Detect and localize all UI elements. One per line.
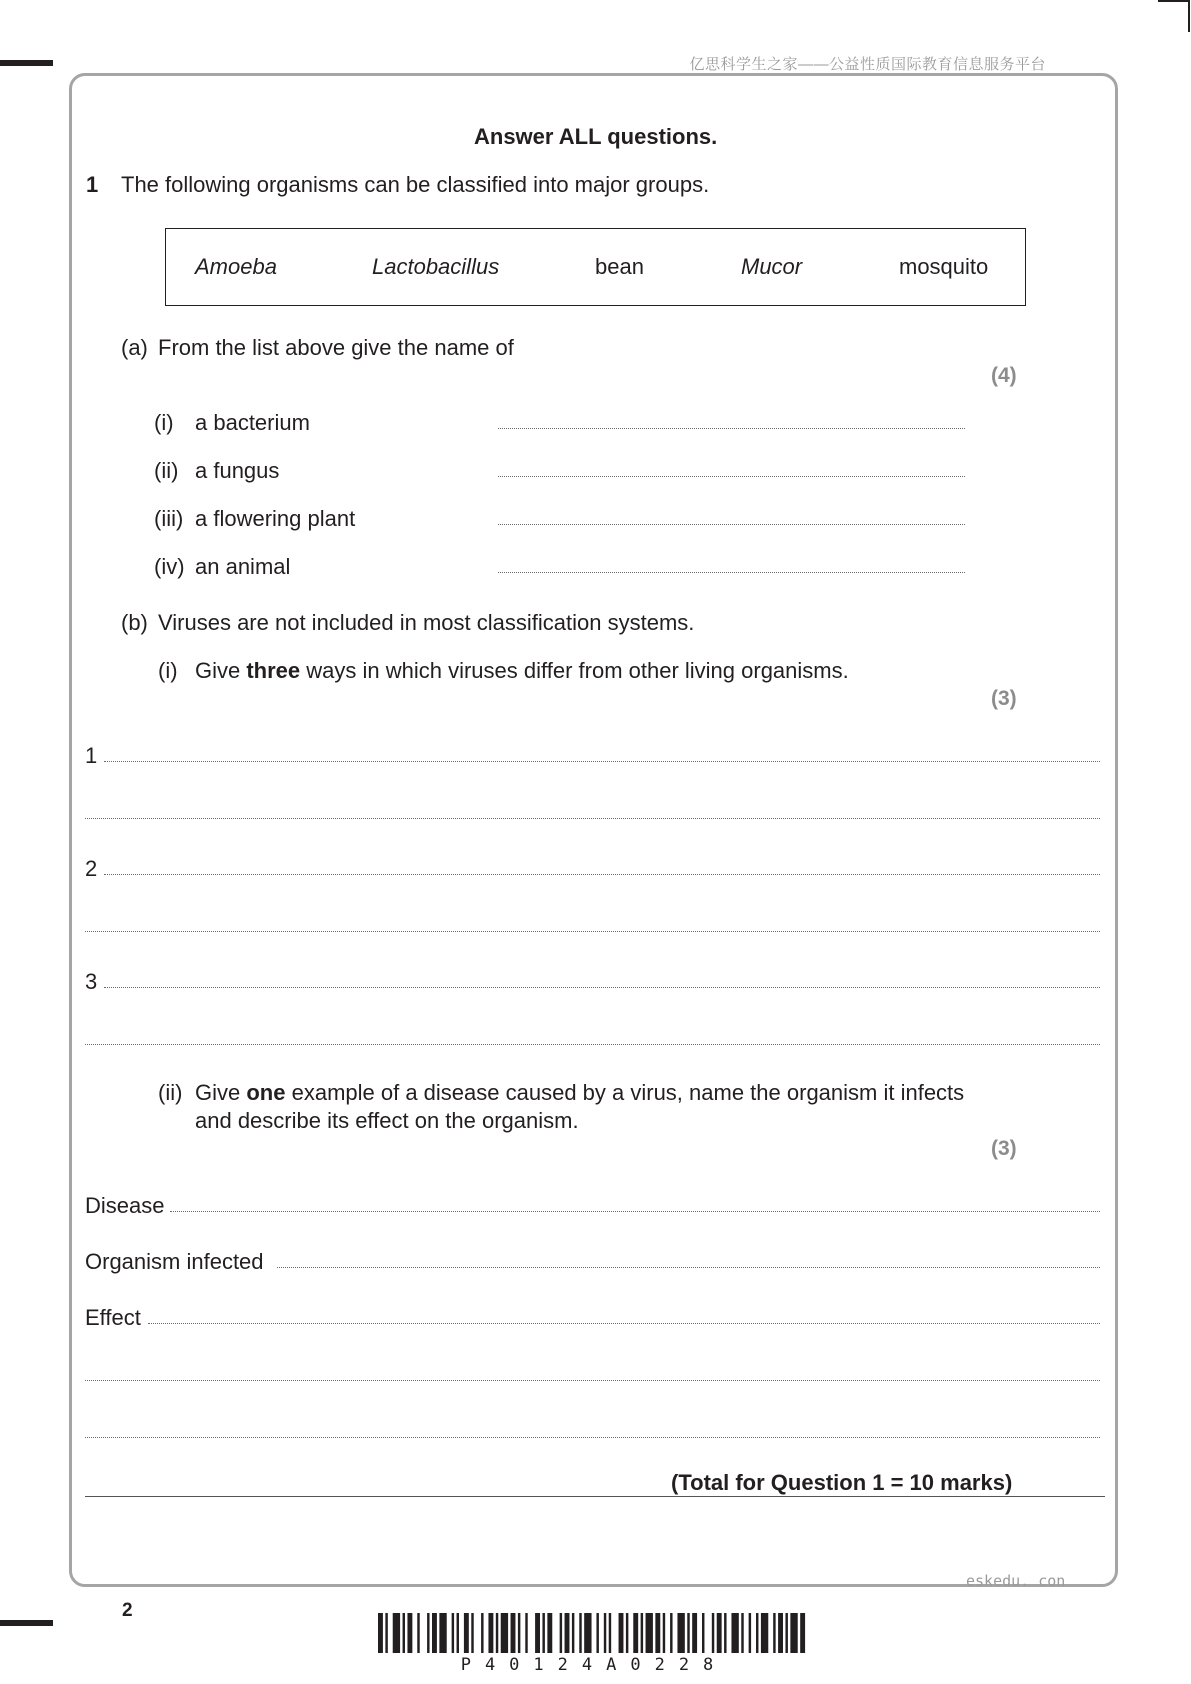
subpart-text: a flowering plant — [195, 506, 356, 531]
barcode-bar — [439, 1613, 446, 1653]
barcode-bar — [692, 1613, 697, 1653]
answer-line[interactable] — [498, 524, 965, 525]
question-number: 1 — [86, 172, 99, 197]
organism-answer-line[interactable] — [277, 1267, 1100, 1268]
answer-line[interactable] — [104, 987, 1100, 988]
field-label-disease: Disease — [85, 1193, 165, 1218]
page-number: 2 — [122, 1600, 133, 1621]
crop-mark — [1188, 0, 1190, 32]
answer-line[interactable] — [85, 931, 1100, 932]
page-heading: Answer ALL questions. — [474, 124, 718, 149]
barcode-bar — [596, 1613, 598, 1653]
barcode-bar — [525, 1613, 527, 1653]
effect-answer-line[interactable] — [148, 1323, 1100, 1324]
part-b-stem: Viruses are not included in most classification systems. — [158, 610, 695, 635]
barcode-bar — [584, 1613, 591, 1653]
subpart-text: a bacterium — [195, 410, 310, 435]
barcode-bar — [452, 1613, 454, 1653]
question-text: Give — [195, 1080, 247, 1105]
answer-number: 2 — [85, 856, 98, 881]
question-text: and describe its effect on the organism. — [195, 1108, 579, 1133]
answer-line[interactable] — [104, 761, 1100, 762]
barcode-bar — [427, 1613, 429, 1653]
barcode-bar — [687, 1613, 689, 1653]
barcode-bar — [464, 1613, 469, 1653]
marks-label: (4) — [991, 364, 1017, 387]
organism-item: Lactobacillus — [372, 254, 500, 279]
subpart-number: (ii) — [154, 458, 179, 483]
emphasis-text: three — [246, 658, 301, 683]
barcode-bar — [717, 1613, 722, 1653]
crop-mark — [1158, 0, 1190, 2]
barcode-bar — [518, 1613, 520, 1653]
barcode-bar — [385, 1613, 387, 1653]
barcode-bar — [677, 1613, 684, 1653]
barcode-bar — [417, 1613, 419, 1653]
emphasis-text: one — [246, 1080, 286, 1105]
barcode-bar — [790, 1613, 797, 1653]
barcode-bar — [604, 1613, 606, 1653]
barcode-bar — [572, 1613, 574, 1653]
barcode-bar — [488, 1613, 493, 1653]
organism-item: Amoeba — [195, 254, 277, 279]
watermark-top: 亿思科学生之家——公益性质国际教育信息服务平台 — [689, 56, 1046, 73]
organism-item: bean — [595, 254, 644, 279]
barcode-bar — [670, 1613, 672, 1653]
barcode-bar — [432, 1613, 437, 1653]
barcode-bar — [501, 1613, 508, 1653]
barcode-bar — [393, 1613, 400, 1653]
barcode-bar — [641, 1613, 643, 1653]
part-a-stem: From the list above give the name of — [158, 335, 514, 360]
answer-number: 1 — [85, 743, 98, 768]
barcode-bar — [626, 1613, 628, 1653]
question-total: (Total for Question 1 = 10 marks) — [671, 1470, 1013, 1495]
subpart-number: (iv) — [154, 554, 185, 579]
part-b-i-question — [195, 660, 849, 682]
watermark-bottom: eskedu. con — [966, 1572, 1066, 1590]
disease-answer-line[interactable] — [170, 1211, 1100, 1212]
field-label-organism: Organism infected — [85, 1249, 264, 1274]
registration-mark-bottom — [0, 1620, 53, 1626]
barcode-bar — [761, 1613, 768, 1653]
barcode-bar — [712, 1613, 714, 1653]
barcode-bar — [542, 1613, 544, 1653]
answer-line[interactable] — [85, 1044, 1100, 1045]
barcode-bar — [407, 1613, 412, 1653]
total-rule — [85, 1496, 1105, 1497]
part-b-label: (b) — [121, 610, 148, 635]
answer-line[interactable] — [85, 818, 1100, 819]
barcode-bar — [481, 1613, 483, 1653]
barcode-bar — [535, 1613, 540, 1653]
barcode-bar — [646, 1613, 653, 1653]
answer-line[interactable] — [85, 1380, 1100, 1381]
barcode-bar — [702, 1613, 704, 1653]
organism-item: Mucor — [741, 254, 803, 279]
barcode-number: P40124A0228 — [460, 1655, 728, 1675]
question-text: example of a disease caused by a virus, name the organism it infects — [285, 1080, 965, 1105]
barcode — [378, 1613, 810, 1653]
marks-label: (3) — [991, 1137, 1017, 1160]
barcode-bar — [800, 1613, 805, 1653]
barcode-bar — [609, 1613, 611, 1653]
barcode-bar — [547, 1613, 552, 1653]
barcode-bar — [724, 1613, 726, 1653]
barcode-bar — [565, 1613, 570, 1653]
answer-line[interactable] — [498, 428, 965, 429]
part-b-ii-question — [195, 1082, 964, 1104]
barcode-bar — [579, 1613, 581, 1653]
part-a-label: (a) — [121, 335, 148, 360]
organism-item: mosquito — [899, 254, 989, 279]
answer-line[interactable] — [498, 476, 965, 477]
barcode-bar — [633, 1613, 638, 1653]
subpart-number: (i) — [158, 658, 178, 683]
subpart-text: a fungus — [195, 458, 280, 483]
barcode-bar — [511, 1613, 516, 1653]
barcode-bar — [773, 1613, 775, 1653]
barcode-bar — [619, 1613, 624, 1653]
answer-number: 3 — [85, 969, 98, 994]
barcode-bar — [560, 1613, 562, 1653]
barcode-bar — [749, 1613, 751, 1653]
barcode-bar — [471, 1613, 473, 1653]
barcode-bar — [741, 1613, 743, 1653]
marks-label: (3) — [991, 687, 1017, 710]
subpart-number: (i) — [154, 410, 174, 435]
barcode-bar — [457, 1613, 459, 1653]
answer-line[interactable] — [104, 874, 1100, 875]
question-text: Give — [195, 658, 247, 683]
barcode-bar — [378, 1613, 383, 1653]
field-label-effect: Effect — [85, 1305, 141, 1330]
barcode-bar — [756, 1613, 758, 1653]
barcode-bar — [778, 1613, 783, 1653]
answer-line[interactable] — [498, 572, 965, 573]
barcode-bar — [496, 1613, 498, 1653]
subpart-number: (ii) — [158, 1080, 183, 1105]
barcode-bar — [655, 1613, 660, 1653]
question-stem: The following organisms can be classified into major groups. — [121, 172, 710, 197]
barcode-bar — [731, 1613, 738, 1653]
question-text: ways in which viruses differ from other living organisms. — [300, 658, 849, 683]
subpart-number: (iii) — [154, 506, 184, 531]
barcode-bar — [403, 1613, 405, 1653]
barcode-bar — [785, 1613, 787, 1653]
barcode-bar — [663, 1613, 665, 1653]
subpart-text: an animal — [195, 554, 291, 579]
registration-mark-top — [0, 60, 53, 66]
answer-line[interactable] — [85, 1437, 1100, 1438]
